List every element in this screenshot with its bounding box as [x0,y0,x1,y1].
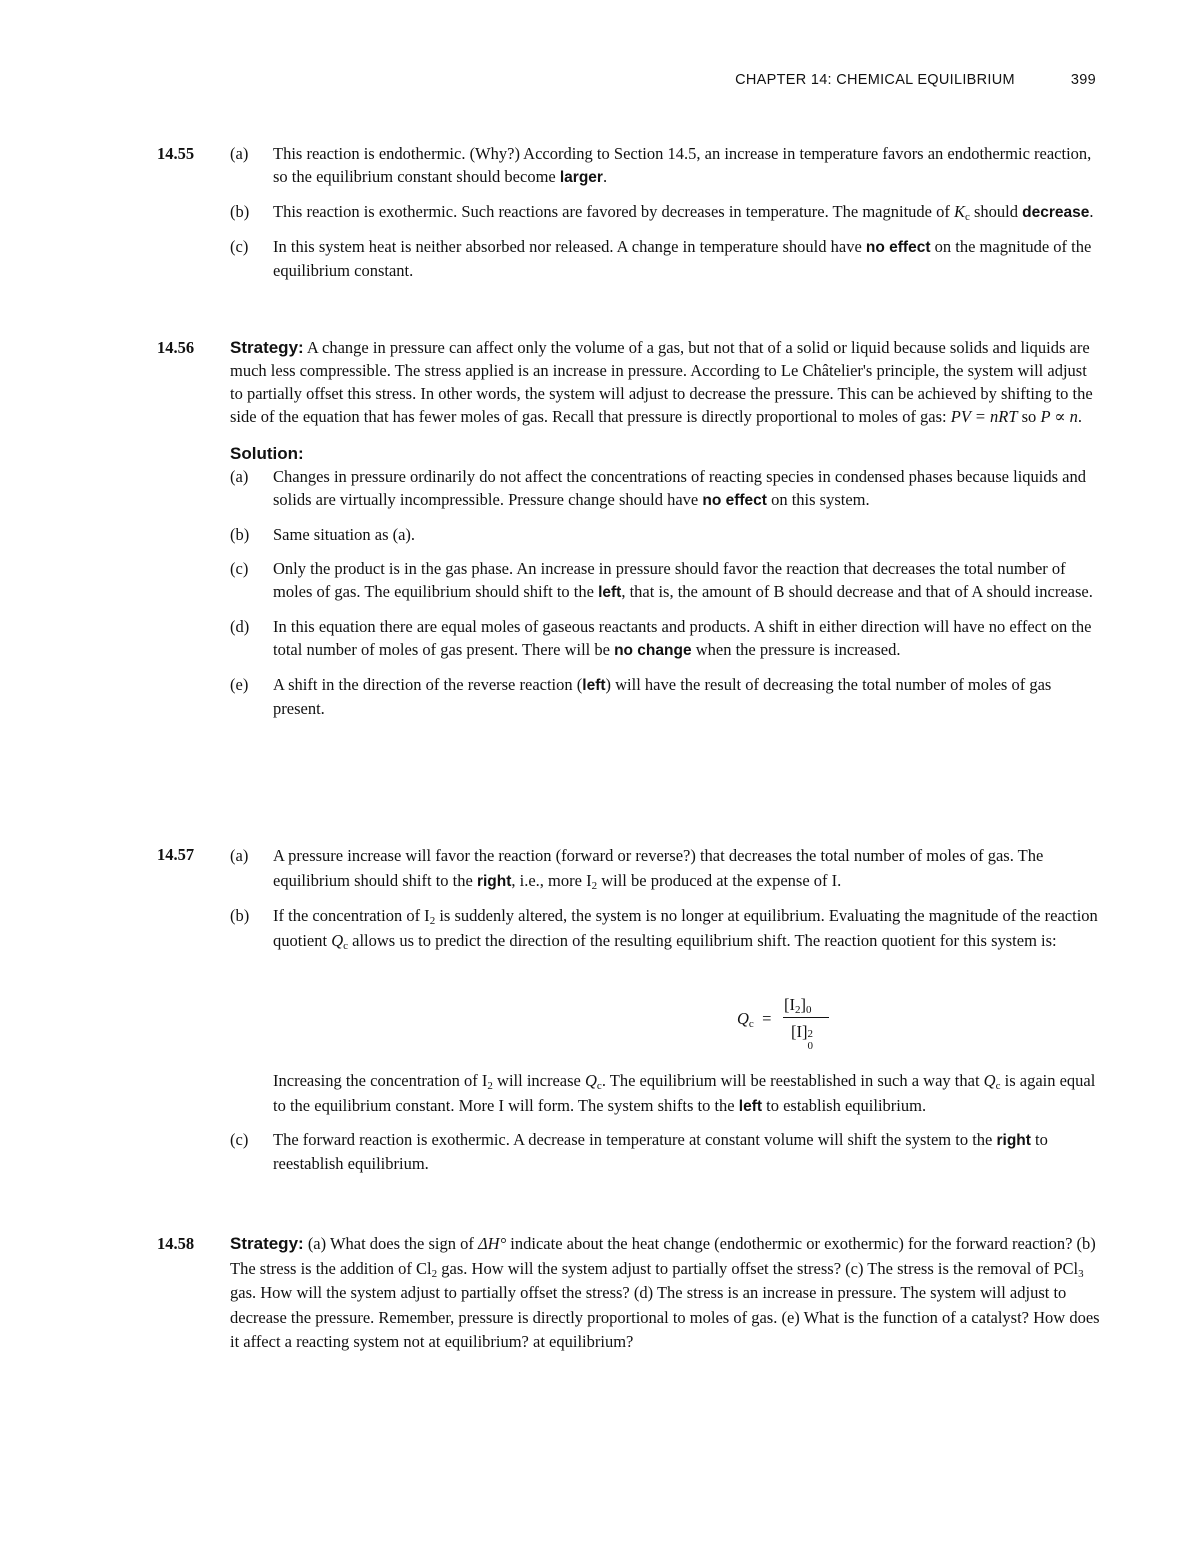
part-text: is suddenly altered, the system is no longer at equilibrium. Evaluating the magnitude of the reaction quotient [273,906,1098,950]
part-text: Changes in pressure ordinarily do not affect the concentrations of reacting species in condensed phases because liquids and solids are virtually incompressible. Pressure change should have [273,467,1086,509]
part-label: (b) [230,202,250,221]
problem-number: 14.57 [157,845,195,864]
problem-body [230,1232,1102,1355]
part-c [230,235,1102,282]
part-c [230,557,1102,604]
chapter-title: CHAPTER 14: CHEMICAL EQUILIBRIUM [735,72,1015,88]
emphasis: right [996,1132,1031,1149]
strategy-text: A change in pressure can affect only the volume of a gas, but not that of a solid or liquid because solids and liquids are much less compressible. The stress applied is an increase in pressure. According to Le Châtelier's principle, the system will adjust to partially offset this stress. In other words, the system will adjust to decrease the pressure. This can be achieved by shifting to the side of the equation that has fewer moles of gas. Recall that pressure is directly proportional to moles of gas: [230,338,1093,426]
part-label: (d) [230,617,250,636]
part-e [230,673,1102,720]
part-text: A shift in the direction of the reverse reaction ( [273,675,583,694]
part-text: Same situation as (a). [273,525,416,544]
subscript: c [343,940,349,952]
strategy-text: gas. How will the system adjust to partially offset the stress? (d) The stress is an increase in pressure. The system will adjust to decrease the pressure. Remember, pressure is directly proportional to moles of gas. (e) What is the function of a catalyst? How does it affect a reacting system not at equilibrium? at equilibrium? [230,1283,1100,1351]
part-text: , i.e., more I [511,871,592,890]
strategy-text: gas. How will the system adjust to partially offset the stress? (c) The stress is the removal of PCl [441,1258,1079,1278]
symbol-q: Q [983,1071,996,1090]
part-label: (c) [230,237,249,256]
part-text: In this system heat is neither absorbed nor released. A change in temperature should have [273,237,862,256]
strategy-text: (a) What does the sign of [307,1234,474,1253]
equation-numerator: $[I_2]_0$ [784,995,812,1016]
subscript: c [596,1080,602,1092]
part-text: ) will have the result of decreasing the total number of moles of gas present. [273,675,1052,718]
emphasis: larger [559,169,603,186]
problem-number: 14.58 [157,1234,195,1253]
part-label: (a) [230,846,249,865]
part-text: Only the product is in the gas phase. An increase in pressure should favor the reaction that decreases the total number of moles of gas. The equilibrium should shift to the [273,559,1066,601]
part-b: (b) This reaction is exothermic. Such reactions are favored by decreases in temperature. The magnitude of $K_c$ should decrease. [230,202,1094,223]
problem-number: 14.56 [157,338,195,357]
strategy-heading: Strategy: [230,1234,304,1253]
solution-heading: Solution: [230,444,304,463]
problem-body-continued [230,1068,1102,1175]
part-text: If the concentration of I [273,906,430,925]
formula: P ∝ n [1040,407,1078,426]
part-text: is again equal to the equilibrium constant. More I will form. The system shifts to the [273,1071,1096,1115]
part-text: , that is, the amount of B should decrease and that of A should increase. [621,582,1093,601]
part-text: when the pressure is increased. [695,640,901,659]
connector: so [1021,407,1037,426]
part-label: (a) [230,144,249,163]
part-text: In this equation there are equal moles of gaseous reactants and products. A shift in either direction will have no effect on the total number of moles of gas present. There will be [273,617,1092,659]
symbol-q: Q [585,1071,597,1090]
part-label: (b) [230,525,250,544]
problem-body [230,843,1102,953]
emphasis: left [582,677,606,694]
part-b [230,903,1102,953]
part-text: allows us to predict the direction of the resulting equilibrium shift. The reaction quotient for this system is: [352,931,1057,950]
part-text: The forward reaction is exothermic. A decrease in temperature at constant volume will shift the system to the [273,1130,993,1149]
part-d [230,615,1102,662]
symbol-delta-h: ΔH° [477,1234,507,1253]
part-a: (a) This reaction is endothermic. (Why?) According to Section 14.5, an increase in temperature favors an endothermic reaction, so the equilibrium constant should become larger. [230,144,1092,186]
part-text: should [974,202,1019,221]
subscript: 2 [429,915,436,927]
emphasis: left [738,1098,763,1115]
part-label: (a) [230,467,249,486]
part-c [230,1128,1102,1175]
part-label: (c) [230,559,249,578]
part-a [230,843,1102,894]
part-text: to establish equilibrium. [766,1096,927,1115]
part-text: This reaction is endothermic. (Why?) According to Section 14.5, an increase in temperature favors an endothermic reaction, so the equilibrium constant should become [273,144,1092,186]
formula: PV = nRT [950,407,1018,426]
strategy: Strategy: A change in pressure can affect only the volume of a gas, but not that of a solid or liquid because solids and liquids are much less compressible. The stress applied is an increase in pressure. According to Le Châtelier's principle, the system will adjust to partially offset this stress. In other words, the system will adjust to decrease the pressure. This can be achieved by shifting to the side of the equation that has fewer moles of gas. Recall that pressure is directly proportional to moles of gas: PV = nRT so P ∝ n. [230,338,1093,426]
part-text: on this system. [771,490,870,509]
part-text: will be produced at the expense of I. [601,871,842,890]
part-label: (b) [230,906,250,925]
part-text: Increasing the concentration of I [273,1071,488,1090]
part-b-continued [230,1068,1102,1119]
problem-body [230,142,1102,282]
reaction-quotient-equation [733,993,873,1052]
problem-number: 14.55 [157,144,195,163]
strategy-text: indicate about the heat change (endothermic or exothermic) for the forward reaction? (b) The stress is the addition of Cl [230,1234,1096,1278]
part-a [230,465,1102,512]
strategy-heading: Strategy: [230,338,304,357]
part-text: A pressure increase will favor the reaction (forward or reverse?) that decreases the total number of moles of gas. The equilibrium should shift to the [273,846,1044,890]
equation-lhs: $Q_c$ = [737,1009,772,1030]
part-text: on the magnitude of the equilibrium constant. [273,237,1092,280]
subscript: c [965,211,970,223]
symbol-k: K [953,202,965,221]
emphasis: no effect [865,239,931,256]
part-label: (c) [230,1130,249,1149]
part-text: will increase [497,1071,581,1090]
emphasis: no effect [702,492,767,509]
part-text: . The equilibrium will be reestablished in such a way that [601,1071,980,1090]
subscript: c [995,1080,1001,1092]
part-text: to reestablish equilibrium. [273,1130,1048,1173]
emphasis: left [598,584,622,601]
emphasis: decrease [1022,204,1090,221]
fraction-bar [783,1017,829,1018]
equation-denominator: [I] 2 0 [791,1022,813,1052]
page-number: 399 [1070,72,1096,88]
part-text: This reaction is exothermic. Such reactions are favored by decreases in temperature. The magnitude of [273,202,950,221]
emphasis: right [476,873,512,890]
problem-body [230,336,1102,720]
part-b [230,523,1102,546]
subscript: 3 [1078,1267,1084,1280]
subscript: 2 [431,1267,438,1280]
part-label: (e) [230,675,249,694]
page-header [735,69,1096,92]
subscript: 2 [591,880,598,892]
symbol-q: Q [331,931,344,950]
subscript: 2 [487,1080,493,1092]
emphasis: no change [614,642,692,659]
